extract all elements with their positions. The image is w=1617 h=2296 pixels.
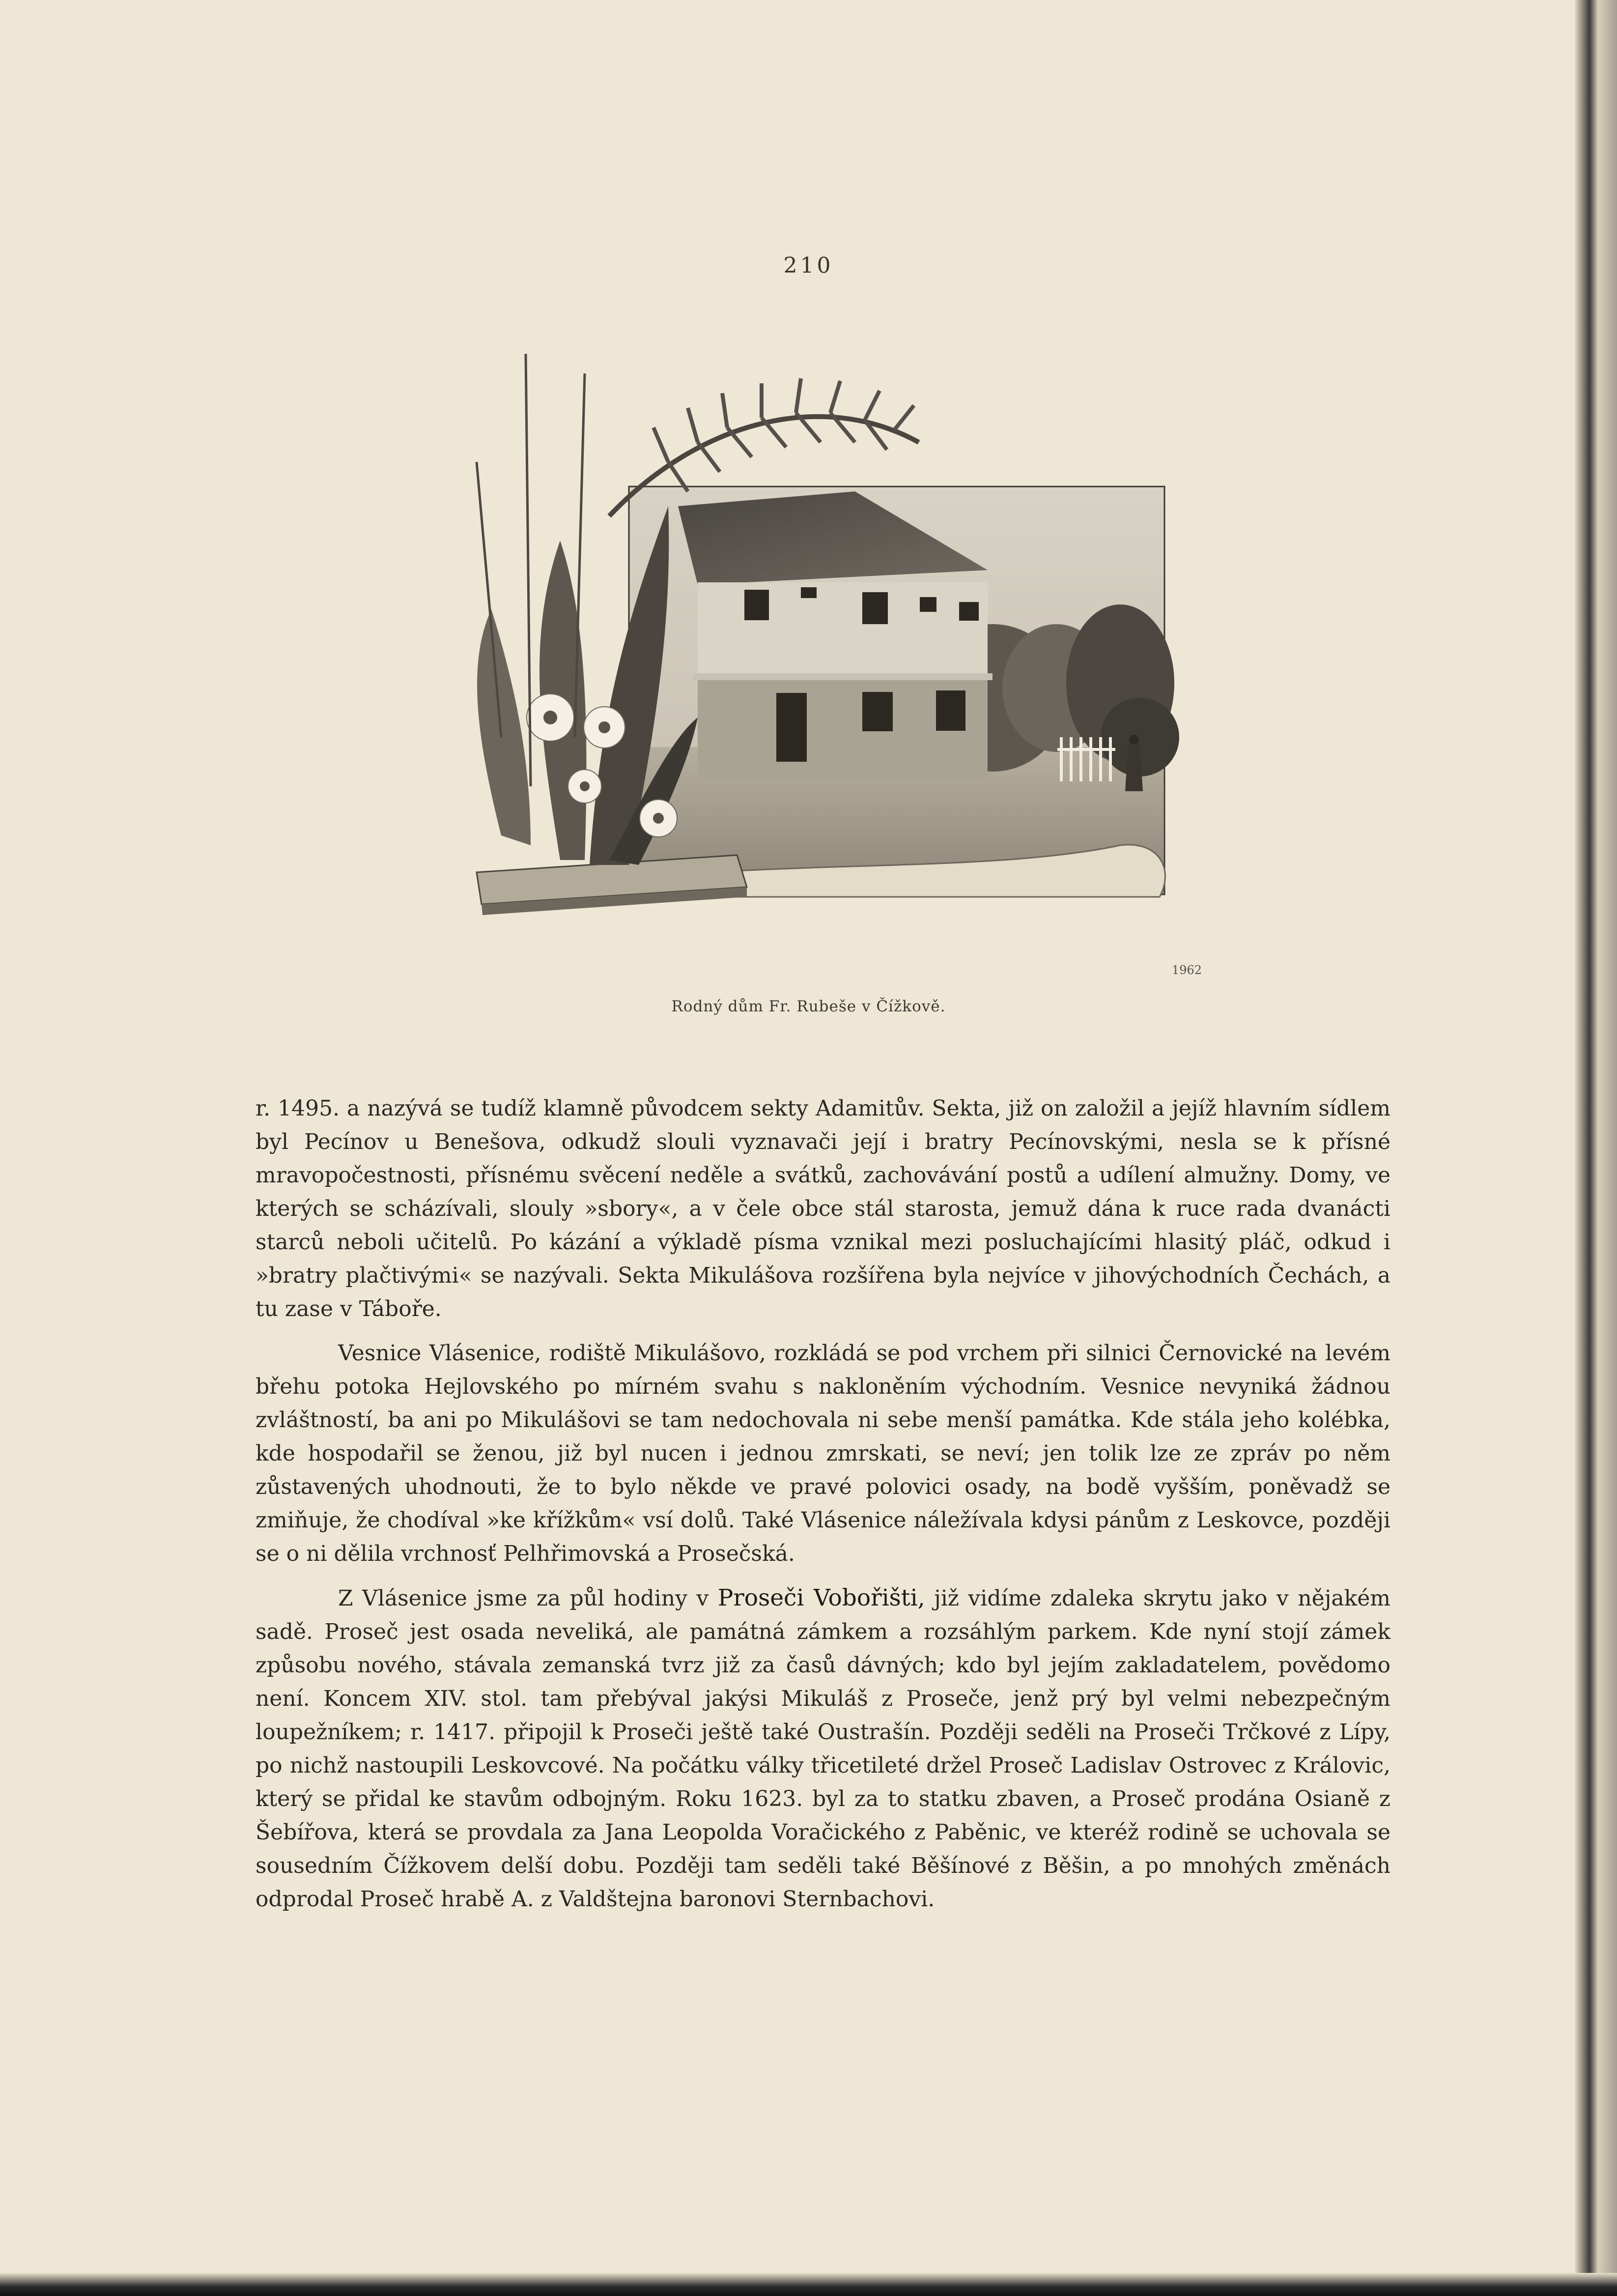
paragraph-2: Vesnice Vlásenice, rodiště Mikulášovo, rozkládá se pod vrchem při silnici Černovické na levém břehu potoka Hejlovského po mírném svahu s nakloněním východním. Vesnice nevyniká žádnou zvláštností, ba ani po Mikulášovi se tam nedochovala ni sebe menší památka. Kde stála jeho kolébka, kde hospodařil se ženou, již byl nucen i jednou zmrskati, se neví; jen tolik lze ze zpráv po něm zůstavených uhodnouti, že to bylo někde ve pravé polovici osady, na bodě vyšším, poněvadž se zmiňuje, že chodíval »ke křížkům« vsí dolů. Také Vlásenice náležívala kdysi pánům z Leskovce, později se o ni dělila vrchnosť Pelhřimovská a Prosečská. <box>255 1341 1390 1566</box>
paragraph-3 <box>255 1581 1390 1916</box>
book-gutter-edge <box>1575 0 1617 2296</box>
paragraph-1: r. 1495. a nazývá se tudíž klamně původcem sekty Adamitův. Sekta, již on založil a jejíž hlavním sídlem byl Pecínov u Benešova, odkudž slouli vyznavači její i bratry Pecínovskými, nesla se k přísné mravopočestnosti, přísnému svěcení neděle a svátků, zachovávání postů a udílení almužny. Domy, ve kterých se scházívali, slouly »sbory«, a v čele obce stál starosta, jemuž dána k ruce rada dvanácti starců neboli učitelů. Po kázání a výkladě písma vznikal mezi posluchajícími hlasitý pláč, odkud i »bratry plačtivými« se nazývali. Sekta Mikulášova rozšířena byla nejvíce v jihovýchodních Čechách, a tu zase v Táboře. <box>255 1096 1390 1321</box>
illustration-caption: Rodný dům Fr. Rubeše v Čížkově. <box>671 998 946 1015</box>
plate-number: 1962 <box>1172 963 1202 977</box>
paragraph-3-body: již vidíme zdaleka skrytu jako v nějakém sadě. Proseč jest osada neveliká, ale památná zámkem a rozsáhlým parkem. Kde nyní stojí zámek způsobu nového, stávala zemanská tvrz již za časů dávných; kdo byl jejím zakladatelem, povědomo není. Koncem XIV. stol. tam přebýval jakýsi Mikuláš z Proseče, jenž prý byl velmi nebezpečným loupežníkem; r. 1417. připojil k Proseči ještě také Oustrašín. Později seděli na Proseči Trčkové z Lípy, po nichž nastoupili Leskovcové. Na počátku války třicetileté držel Proseč Ladislav Ostrovec z Královic, který se přidal ke stavům odbojným. Roku 1623. byl za to statku zbaven, a Proseč prodána Osianě z Šebířova, která se provdala za Jana Leopolda Voračického z Paběnic, ve kteréž rodině se uchovala se sousedním Čížkovem delší dobu. Později tam seděli také Běšínové z Běšin, a po mnohých změnách odprodal Proseč hrabě A. z Valdštejna baronovi Sternbachovi. <box>255 1586 1390 1912</box>
body-text <box>255 1092 1390 1927</box>
page-number: 210 <box>783 253 834 278</box>
placename-prosec-voboriste: Proseči Vobořišti, <box>717 1584 925 1611</box>
paragraph-3-intro: Z Vlásenice jsme za půl hodiny v <box>338 1586 718 1611</box>
page-bottom-edge <box>0 2273 1617 2296</box>
house-engraving-illustration <box>354 295 1263 934</box>
